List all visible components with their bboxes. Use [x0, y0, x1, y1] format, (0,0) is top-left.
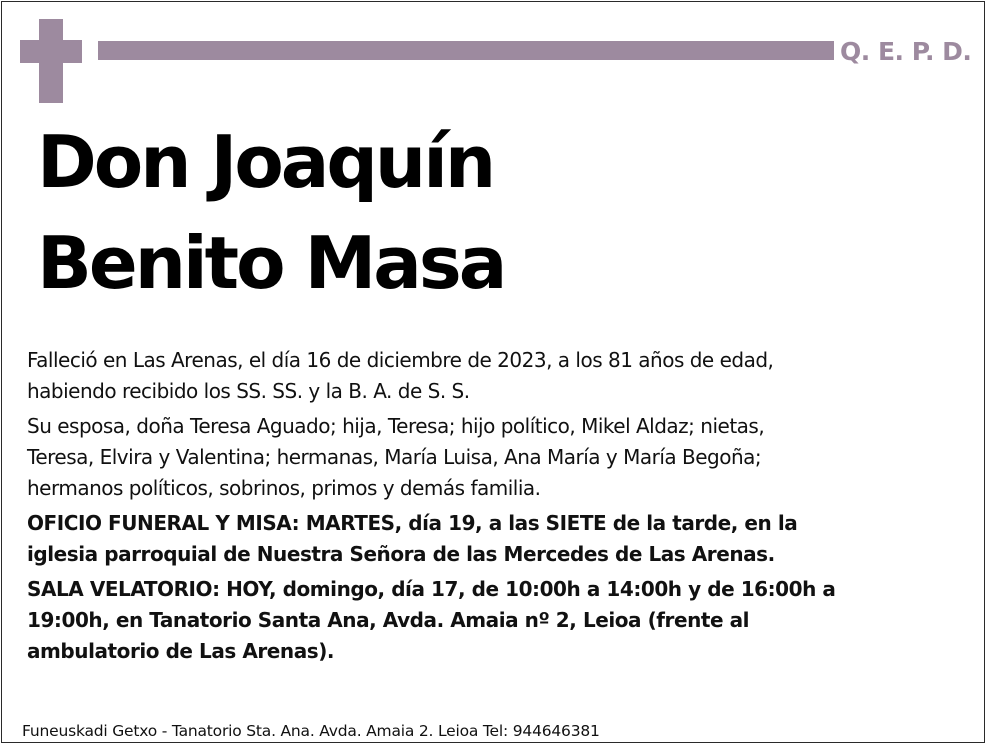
- wake-paragraph: [27, 574, 977, 667]
- funeral-home-footer: Funeuskadi Getxo - Tanatorio Sta. Ana. Avda. Amaia 2. Leioa Tel: 944646381: [22, 722, 600, 740]
- cross-icon-horizontal: [20, 40, 82, 63]
- funeral-paragraph: [27, 508, 977, 570]
- wake-line-2: 19:00h, en Tanatorio Santa Ana, Avda. Amaia nº 2, Leioa (frente al: [27, 608, 750, 632]
- qepd-label: Q. E. P. D.: [840, 37, 972, 66]
- deceased-name-line-2: Benito Masa: [37, 221, 505, 305]
- family-line-1: Su esposa, doña Teresa Aguado; hija, Teresa; hijo político, Mikel Aldaz; nietas,: [27, 414, 765, 438]
- family-paragraph: [27, 411, 977, 504]
- obituary-card: [1, 1, 985, 743]
- death-line-1: Falleció en Las Arenas, el día 16 de diciembre de 2023, a los 81 años de edad,: [27, 348, 774, 372]
- death-paragraph: [27, 345, 977, 407]
- funeral-line-2: iglesia parroquial de Nuestra Señora de las Mercedes de Las Arenas.: [27, 542, 775, 566]
- obituary-body: [27, 345, 977, 671]
- funeral-line-1: OFICIO FUNERAL Y MISA: MARTES, día 19, a las SIETE de la tarde, en la: [27, 511, 798, 535]
- family-line-2: Teresa, Elvira y Valentina; hermanas, María Luisa, Ana María y María Begoña;: [27, 445, 762, 469]
- wake-line-1: SALA VELATORIO: HOY, domingo, día 17, de 10:00h a 14:00h y de 16:00h a: [27, 577, 836, 601]
- family-line-3: hermanos políticos, sobrinos, primos y demás familia.: [27, 476, 541, 500]
- death-line-2: habiendo recibido los SS. SS. y la B. A. de S. S.: [27, 379, 470, 403]
- wake-line-3: ambulatorio de Las Arenas).: [27, 639, 335, 663]
- deceased-name-line-1: Don Joaquín: [37, 120, 494, 204]
- header-rule: [98, 41, 834, 60]
